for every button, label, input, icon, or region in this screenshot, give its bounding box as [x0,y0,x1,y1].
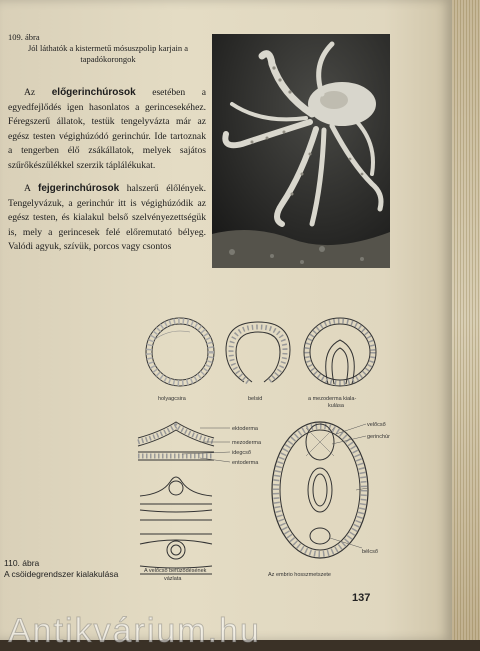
label-ektoderma: ektoderma [232,426,258,432]
watermark: Antikvárium.hu [8,612,261,650]
label-embryo-section: Az embrio hosszmetszete [268,572,331,578]
blastula-drawing [146,318,214,386]
label-mezoderma: mezoderma [232,440,262,446]
label-gastrula: belsid [248,396,263,402]
label-mesoderm-formation-2: kulása [328,403,344,409]
label-tube-folding: A velőcső befűződésének [144,568,207,574]
figure-109-caption: Jól láthatók a kistermetű mósuszpolip karjain a tapadókorongok [27,43,189,64]
label-idegcso: idegcső [232,450,251,456]
gastrula-drawing [226,322,290,382]
neural-tube-folding-drawing [138,422,214,574]
term-cephalochordates: fejgerinchúrosok [38,183,120,194]
paragraph-lead: Az [24,87,36,98]
paragraph-body: halszerű élőlények. Tengelyvázuk, a gerinchúr itt is végighúzódik az egész testen, és kialakul belső szelvényezettségük is, mely a gerincesek felé előremutató bélyeg. Valódi agyuk, szívük, porcos vagy csontos [8,183,206,253]
term-protochordates: előgerinchúrosok [51,87,136,98]
page-number: 137 [352,592,371,604]
embryo-section-drawing [272,422,368,558]
label-tube-folding-2: vázlata [164,576,182,582]
mesoderm-formation-drawing [304,318,376,386]
label-gerinchur: gerinchúr [367,434,390,440]
figure-110-caption: A csöidegrendszer kialakulása [4,569,119,579]
paragraph-body: esetében a egyedfejlődés igen hasonlatos a gerincesekéhez. Féregszerű állatok, testük tengelyvázta már az egész testen végighúzódó gerinchúr. Ide tartoznak a tengerben élő zsákállatok, melyek sajátos szűrőkészülékkel szerzik táplálékukat. [8,87,207,171]
paragraph-cephalochordates [8,182,206,255]
label-belcso: bélcső [362,549,378,555]
page-block-edge [452,0,480,640]
label-velocso: velőcső [367,422,386,428]
label-mesoderm-formation: a mezoderma kiala- [308,396,357,402]
paragraph-lead: A [24,183,31,194]
octopus-photo [212,34,390,268]
label-entoderma: entoderma [232,460,259,466]
figure-109-number: 109. ábra [8,32,40,42]
paragraph-protochordates [8,86,206,174]
label-blastula: holyagcsira [158,396,186,402]
neural-tube-diagram [130,310,400,595]
figure-110-number: 110. ábra [4,558,40,568]
